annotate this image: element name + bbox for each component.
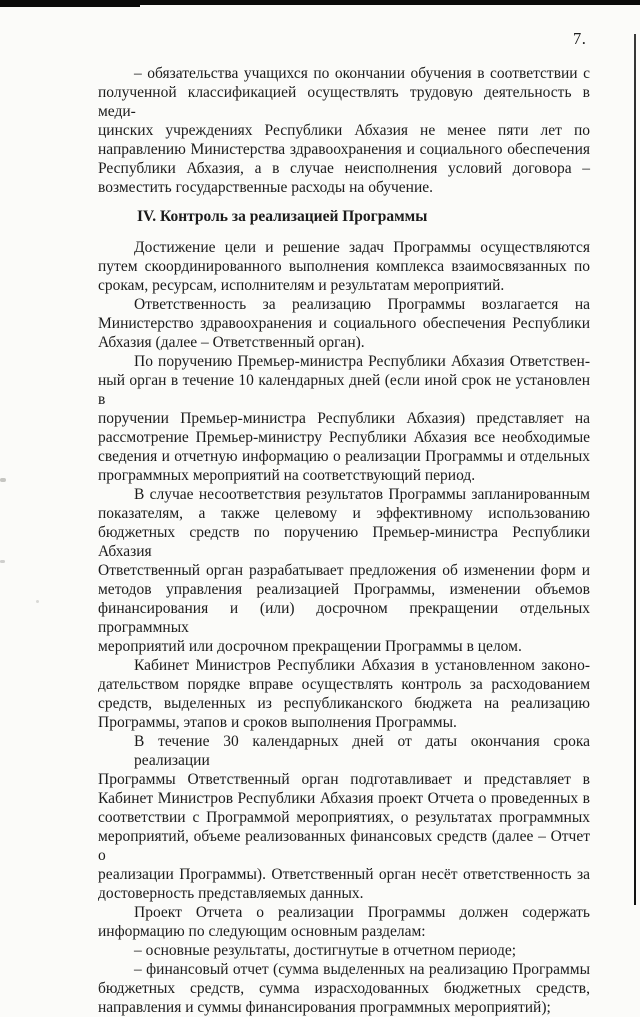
text-line: мероприятий или досрочном прекращении Программы в целом. — [98, 638, 522, 655]
text-line: Достижение цели и решение задач Программы осуществляются — [134, 239, 590, 256]
text-line: достоверность представляемых данных. — [98, 885, 364, 902]
paragraph — [98, 485, 590, 656]
text-line: реализации Программы). Ответственный орган несёт ответственность за — [98, 866, 590, 883]
text-line: Ответственный орган разрабатывает предложения об изменении форм и — [98, 562, 590, 579]
text-line: информацию по следующим основным разделам: — [98, 923, 426, 940]
scan-speck — [36, 600, 39, 603]
text-line: – основные результаты, достигнутые в отчетном периоде; — [134, 942, 517, 959]
page-number: 7. — [573, 29, 587, 48]
text-line: Абхазия (далее – Ответственный орган). — [98, 334, 365, 351]
text-line: показателям, а также целевому и эффективному использованию — [98, 505, 590, 522]
text-line: Республики Абхазия, а в случае неисполнения условий договора – — [98, 160, 590, 177]
text-line: программных мероприятий на соответствующий период. — [98, 467, 476, 484]
text-line: рассмотрение Премьер-министру Республики Абхазия все необходимые — [98, 429, 590, 446]
scan-speck — [0, 560, 5, 563]
paragraph — [98, 238, 590, 295]
scan-speck — [0, 478, 6, 482]
text-line: ный орган в течение 10 календарных дней (если иной срок не установлен в — [98, 372, 590, 408]
text-line: бюджетных средств по поручению Премьер-министра Республики Абхазия — [98, 524, 590, 560]
text-line: направлению Министерства здравоохранения и социального обеспечения — [98, 141, 590, 158]
text-line: – обязательства учащихся по окончании обучения в соответствии с — [134, 65, 590, 82]
text-line: возместить государственные расходы на обучение. — [98, 179, 434, 196]
text-line: полученной классификацией осуществлять трудовую деятельность в меди- — [98, 84, 590, 120]
text-line: средств, выделенных из республиканского бюджета на реализацию — [98, 695, 590, 712]
paragraph — [98, 295, 590, 352]
text-line: дательством порядке вправе осуществлять контроль за расходованием — [98, 676, 590, 693]
paragraph — [98, 903, 590, 941]
scan-artifact-top-left — [0, 0, 140, 7]
document-body — [98, 64, 590, 1017]
text-line: соответствии с Программой мероприятиях, о результатах программных — [98, 809, 590, 826]
paragraph — [98, 960, 590, 1017]
text-line: методов управления реализацией Программы, изменении объемов — [98, 581, 590, 598]
text-line: срокам, ресурсам, исполнителям и результатам мероприятий. — [98, 277, 505, 294]
text-line: Проект Отчета о реализации Программы должен содержать — [134, 904, 590, 921]
text-line: цинских учреждениях Республики Абхазия не менее пяти лет по — [98, 122, 590, 139]
paragraph — [98, 352, 590, 485]
scan-artifact-right-edge — [634, 34, 636, 905]
paragraph — [98, 656, 590, 732]
text-line: В течение 30 календарных дней от даты окончания срока реализации — [134, 733, 590, 769]
paragraph — [98, 732, 590, 903]
text-line: Ответственность за реализацию Программы возлагается на — [134, 296, 590, 313]
text-line: направления и суммы финансирования программных мероприятий); — [98, 999, 551, 1016]
paragraph — [98, 64, 590, 197]
text-line: Кабинет Министров Республики Абхазия проект Отчета о проведенных в — [98, 790, 590, 807]
text-line: мероприятий, объеме реализованных финансовых средств (далее – Отчет о — [98, 828, 590, 864]
text-line: финансирования и (или) досрочном прекращении отдельных программных — [98, 600, 590, 636]
text-line: Кабинет Министров Республики Абхазия в установленном законо- — [134, 657, 590, 674]
paragraph — [98, 941, 590, 960]
text-line: – финансовый отчет (сумма выделенных на реализацию Программы — [134, 961, 590, 978]
text-line: По поручению Премьер-министра Республики Абхазия Ответствен- — [134, 353, 590, 370]
text-line: бюджетных средств, сумма израсходованных бюджетных средств, — [98, 980, 590, 997]
text-line: Министерство здравоохранения и социального обеспечения Республики — [98, 315, 590, 332]
text-line: путем скоординированного выполнения комплекса взаимосвязанных по — [98, 258, 590, 275]
text-line: Программы, этапов и сроков выполнения Программы. — [98, 714, 457, 731]
text-line: Программы Ответственный орган подготавливает и представляет в — [98, 771, 590, 788]
text-line: поручении Премьер-министра Республики Абхазия) представляет на — [98, 410, 590, 427]
section-heading: IV. Контроль за реализацией Программы — [137, 208, 428, 225]
text-line: сведения и отчетную информацию о реализации Программы и отдельных — [98, 448, 590, 465]
text-line: В случае несоответствия результатов Программы запланированным — [134, 486, 590, 503]
